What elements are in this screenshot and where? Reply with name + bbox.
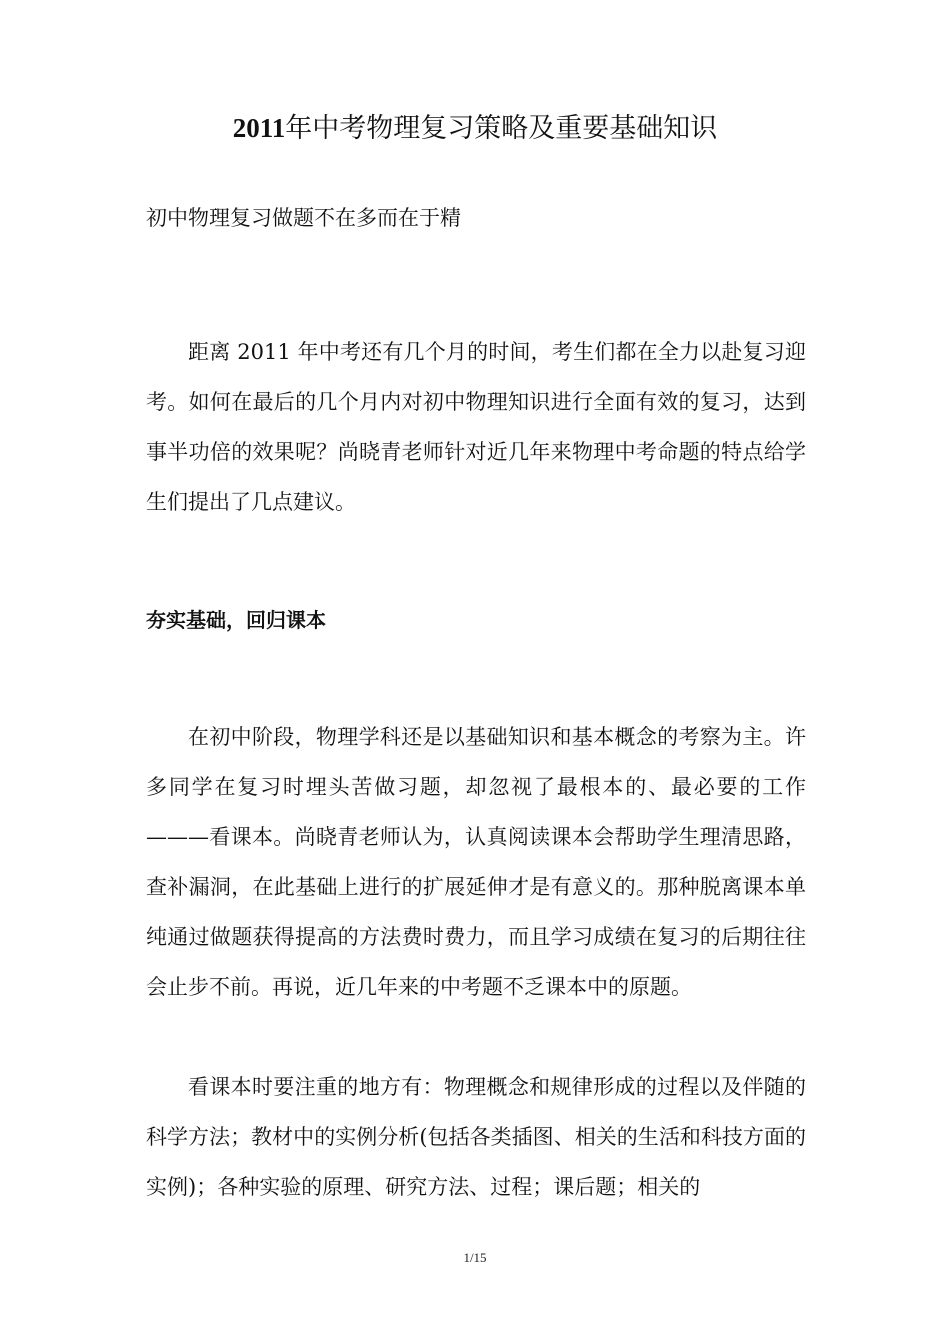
document-title (0, 108, 950, 149)
page-number: 1/15 (463, 1250, 487, 1265)
title-text: 年中考物理复习策略及重要基础知识 (285, 113, 718, 144)
document-subtitle: 初中物理复习做题不在多而在于精 (146, 206, 461, 230)
body-paragraph-2: 看课本时要注重的地方有：物理概念和规律形成的过程以及伴随的科学方法；教材中的实例分析(包括各类插图、相关的生活和科技方面的实例)；各种实验的原理、研究方法、过程；课后题；相关的 (146, 1075, 806, 1199)
title-year: 2011 (232, 113, 286, 143)
body-paragraph-1: 在初中阶段，物理学科还是以基础知识和基本概念的考察为主。许多同学在复习时埋头苦做习题，却忽视了最根本的、最必要的工作———看课本。尚晓青老师认为，认真阅读课本会帮助学生理清思路，查补漏洞，在此基础上进行的扩展延伸才是有意义的。那种脱离课本单纯通过做题获得提高的方法费时费力，而且学习成绩在复习的后期往往会止步不前。再说，近几年来的中考题不乏课本中的原题。 (146, 725, 806, 999)
intro-paragraph: 距离 2011 年中考还有几个月的时间，考生们都在全力以赴复习迎考。如何在最后的几个月内对初中物理知识进行全面有效的复习，达到事半功倍的效果呢？尚晓青老师针对近几年来物理中考命题的特点给学生们提出了几点建议。 (146, 340, 806, 514)
section-heading: 夯实基础，回归课本 (146, 608, 326, 632)
